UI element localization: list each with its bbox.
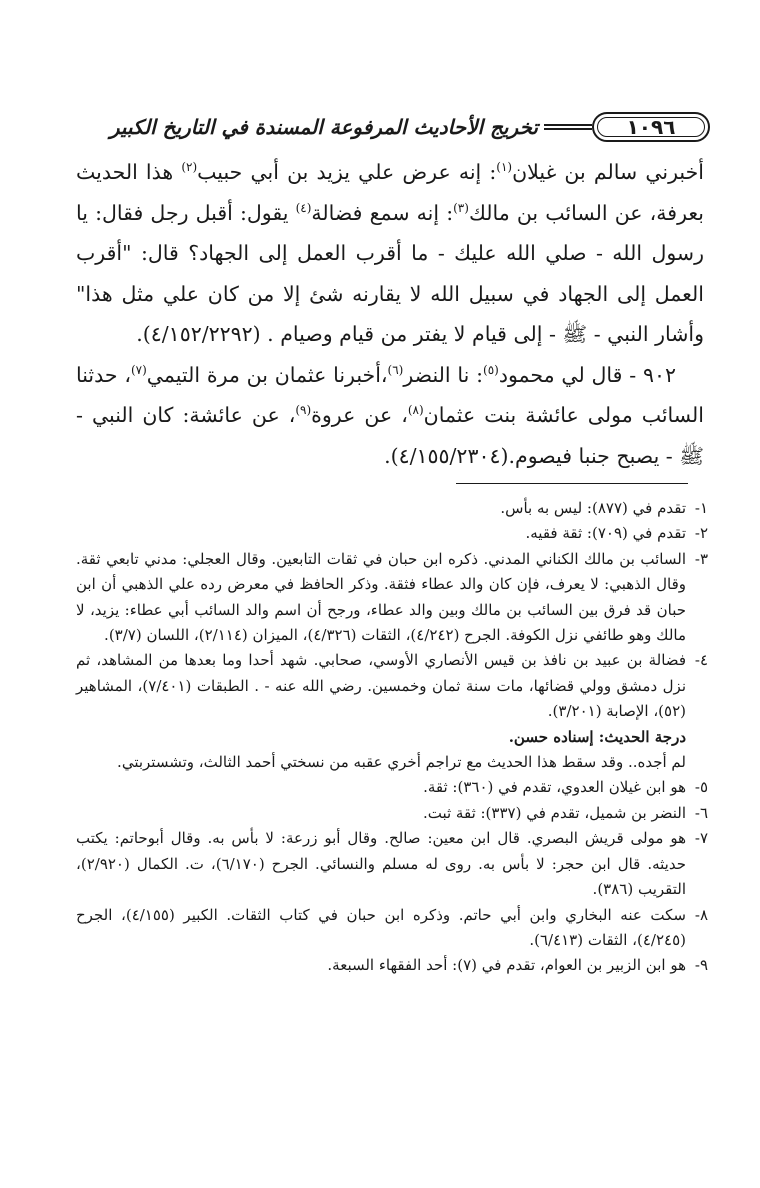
text-span: : إنه سمع فضالة — [311, 200, 454, 225]
footnote-5 — [76, 775, 708, 800]
footnote-separator — [456, 483, 688, 484]
footnote-ref-6: (٦) — [387, 362, 404, 377]
hadith-paragraph-1 — [76, 152, 704, 355]
hadith-grade-title: درجة الحديث: إسناده حسن. — [508, 727, 686, 746]
footnote-1 — [76, 496, 708, 521]
footnote-9 — [76, 953, 708, 978]
footnote-number: ٣- — [694, 549, 708, 568]
footnote-ref-1: (١) — [496, 160, 513, 175]
footnote-4 — [76, 648, 708, 724]
hadith-paragraph-902 — [76, 355, 704, 477]
text-span: : إنه عرض علي يزيد بن أبي حبيب — [197, 160, 497, 184]
footnote-number: ٤- — [694, 651, 708, 670]
footnote-ref-8: (٨) — [407, 403, 424, 418]
text-span: ، حدثنا السائب مولى عائشة بنت عثمان — [76, 362, 705, 427]
text-span: : نا النضر — [403, 362, 483, 387]
text-span: يقول: أقبل رجل فقال: يا رسول الله - صلي الله عليك - ما أقرب العمل إلى الجهاد؟ قال: "أقرب العمل إلى الجهاد في سبيل الله لا يقارنه شئ إلا من كان علي مثل هذا" وأشار النبي - ﷺ - إلى قيام لا يفتر من قيام وصيام . (٤/١٥٢/٢٢٩٢). — [76, 200, 704, 346]
footnote-ref-5: (٥) — [483, 362, 499, 377]
page-number-frame — [592, 112, 710, 142]
footnote-text: تقدم في (٧٠٩): ثقة فقيه. — [525, 524, 686, 543]
footnote-number: ١- — [694, 499, 708, 517]
footnote-number: ٩- — [694, 956, 708, 975]
text-span: ٩٠٢ - قال لي محمود — [498, 362, 676, 387]
text-span: هذا الحديث بعرفة، عن السائب بن مالك — [76, 160, 704, 225]
footnote-ref-4: (٤) — [295, 200, 312, 215]
footnote-3 — [76, 547, 708, 649]
main-text — [76, 152, 704, 476]
text-span: أخبرني سالم بن غيلان — [512, 160, 704, 184]
footnote-7 — [76, 826, 708, 902]
footnote-text: النضر بن شميل، تقدم في (٣٣٧): ثقة ثبت. — [422, 803, 686, 822]
footnote-text: سكت عنه البخاري وابن أبي حاتم. وذكره ابن حبان في كتاب الثقات. الكبير (٤/١٥٥)، الجرح (٤/٢٤٥)، الثقات (٦/٤١٣). — [76, 905, 686, 949]
footnotes — [76, 496, 708, 979]
text-span: ، عن عائشة: كان النبي - ﷺ - يصبح جنبا فيصوم.(٤/١٥٥/٢٣٠٤). — [76, 403, 704, 468]
footnote-number: ٢- — [694, 524, 708, 543]
footnote-ref-2: (٢) — [181, 160, 198, 175]
footnote-ref-3: (٣) — [453, 200, 469, 215]
footnote-text: هو ابن غيلان العدوي، تقدم في (٣٦٠): ثقة. — [423, 778, 686, 797]
footnote-text: فضالة بن عبيد بن نافذ بن قيس الأنصاري الأوسي، صحابي. شهد أحدا وما بعدها من المشاهد، ثم نزل دمشق وولي قضائها، مات سنة ثمان وخمسين. رضي الله عنه - . الطبقات (٧/٤٠١)، المشاهير (٥٢)، الإصابة (٣/٢٠١). — [76, 651, 686, 721]
text-span: ،أخبرنا عثمان بن مرة التيمي — [146, 362, 388, 387]
footnote-text: السائب بن مالك الكناني المدني. ذكره ابن حبان في ثقات التابعين. وقال العجلي: مدني تابعي ثقة. وقال الذهبي: لا يعرف، فإن كان والد عطاء فثقة. وذكر الحافظ في معرض رده علي الذهبي أن ابن حبان قد فرق بين السائب بن مالك وبين والد عطاء، ورجح أن اسم والد السائب أبي عطاء: يزيد، لا مالك وهو طائفي نزل الكوفة. الجرح (٤/٢٤٢)، الثقات (٤/٣٢٦)، الميزان (٢/١١٤)، اللسان (٣/٧). — [76, 549, 686, 645]
footnote-ref-7: (٧) — [130, 362, 147, 377]
text-span: ، عن عروة — [311, 403, 408, 427]
footnote-text: تقدم في (٨٧٧): ليس به بأس. — [500, 499, 686, 517]
footnote-2 — [76, 521, 708, 546]
footnote-8 — [76, 903, 708, 954]
footnote-number: ٨- — [694, 905, 708, 924]
running-title: تخريج الأحاديث المرفوعة المسندة في التاريخ الكبير — [109, 115, 538, 139]
footnote-text: هو ابن الزبير بن العوام، تقدم في (٧): أحد الفقهاء السبعة. — [327, 956, 686, 975]
footnote-ref-9: (٩) — [295, 403, 312, 418]
footnote-text: هو مولى قريش البصري. قال ابن معين: صالح. وقال أبو زرعة: لا بأس به. وقال أبوحاتم: يكتب حديثه. قال ابن حجر: لا بأس به. روى له مسلم والنسائي. الجرح (٦/١٧٠)، ت. الكمال (٢/٩٢٠)، التقريب (٣٨٦). — [76, 829, 687, 899]
page-header — [70, 112, 710, 146]
footnote-number: ٦- — [694, 803, 708, 822]
page-number: ١٠٩٦ — [626, 115, 676, 139]
header-double-rule — [544, 124, 592, 130]
hadith-grade-text: لم أجده.. وقد سقط هذا الحديث مع تراجم أخري عقبه من نسختي أحمد الثالث، وتشستربتي. — [117, 753, 686, 772]
footnote-number: ٥- — [694, 778, 708, 797]
footnote-6 — [76, 801, 708, 826]
footnote-number: ٧- — [694, 829, 708, 848]
